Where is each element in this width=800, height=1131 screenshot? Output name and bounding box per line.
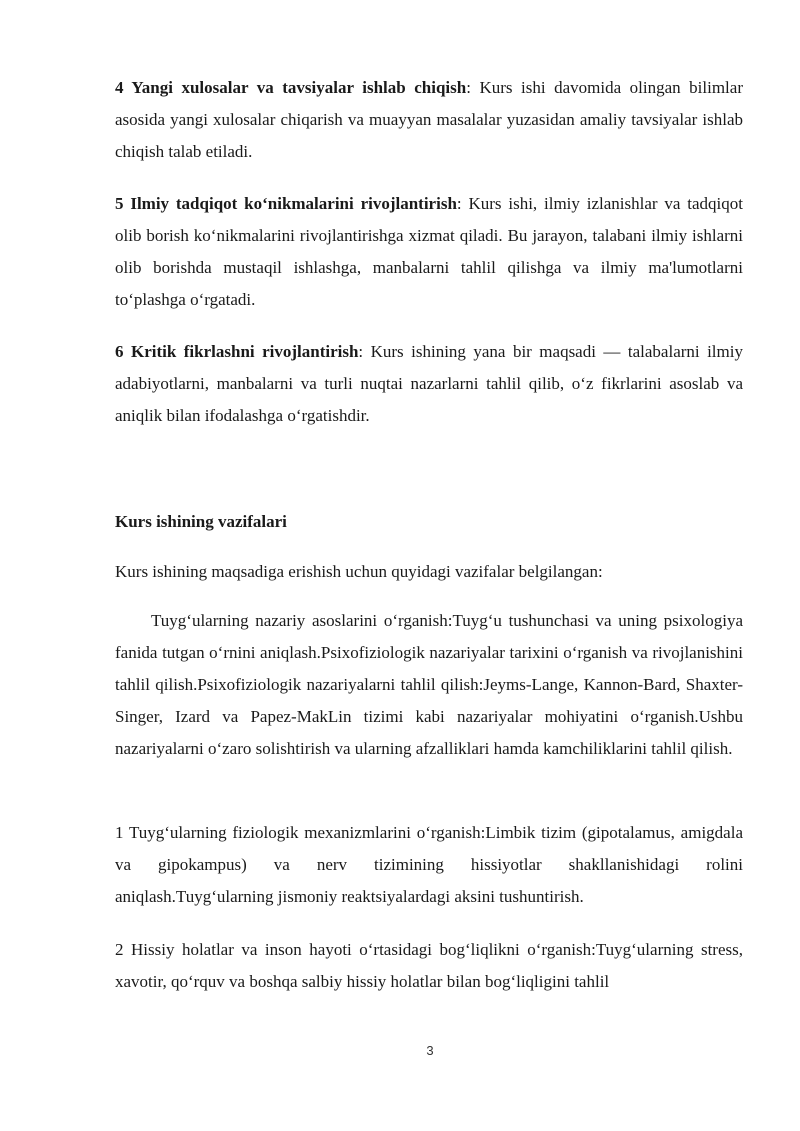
list-item-4 [115,72,743,168]
paragraph: 2 Hissiy holatlar va inson hayoti oʻrtasidagi bogʻliqlikni oʻrganish:Tuygʻularning stress, xavotir, qoʻrquv va boshqa salbiy hissiy holatlar bilan bogʻliqligini tahlil [115,940,743,991]
paragraph: 1 Tuygʻularning fiziologik mexanizmlarini oʻrganish:Limbik tizim (gipotalamus, amigdala va gipokampus) va nerv tizimining hissiyotlar shakllanishidagi rolini aniqlash.Tuygʻularning jismoniy reaktsiyalardagi aksini tushuntirish. [115,823,743,906]
section-intro: Kurs ishining maqsadiga erishish uchun quyidagi vazifalar belgilangan: [115,562,603,581]
list-item-body: : Kurs ishi davomida olingan bilimlar asosida yangi xulosalar chiqarish va muayyan masalalar yuzasidan amaliy tavsiyalar ishlab chiqish talab etiladi. [115,78,743,161]
list-item-title: 5 Ilmiy tadqiqot koʻnikmalarini rivojlantirish [115,194,457,213]
paragraph: Tuygʻularning nazariy asoslarini oʻrganish:Tuygʻu tushunchasi va uning psixologiya fanida tutgan oʻrnini aniqlash.Psixofiziologik nazariyalar tarixini oʻrganish va rivojlanishini tahlil qilish.Psixofiziologik nazariyalarni tahlil qilish:Jeyms-Lange, Kannon-Bard, Shaxter-Singer, Izard va Papez-MakLin tizimi kabi nazariyalar mohiyatini oʻrganish.Ushbu nazariyalarni oʻzaro solishtirish va ularning afzalliklari hamda kamchiliklarini tahlil qilish. [115,611,743,758]
list-item-body: : Kurs ishi, ilmiy izlanishlar va tadqiqot olib borish koʻnikmalarini rivojlantirishga xizmat qiladi. Bu jarayon, talabani ilmiy ishlarni olib borishda mustaqil ishlashga, manbalarni tahlil qilishga va ilmiy ma'lumotlarni toʻplashga oʻrgatadi. [115,194,743,309]
list-item-title: 4 Yangi xulosalar va tavsiyalar ishlab chiqish [115,78,467,97]
page-number: 3 [426,1043,434,1058]
list-item-title: 6 Kritik fikrlashni rivojlantirish [115,342,359,361]
list-item-body: : Kurs ishining yana bir maqsadi — talabalarni ilmiy adabiyotlarni, manbalarni va turli nuqtai nazarlarni tahlil qilib, oʻz fikrlarini asoslab va aniqlik bilan ifodalashga oʻrgatishdir. [115,342,743,425]
list-item-6 [115,336,743,432]
list-item-5 [115,188,743,316]
section-heading: Kurs ishining vazifalari [115,512,287,531]
